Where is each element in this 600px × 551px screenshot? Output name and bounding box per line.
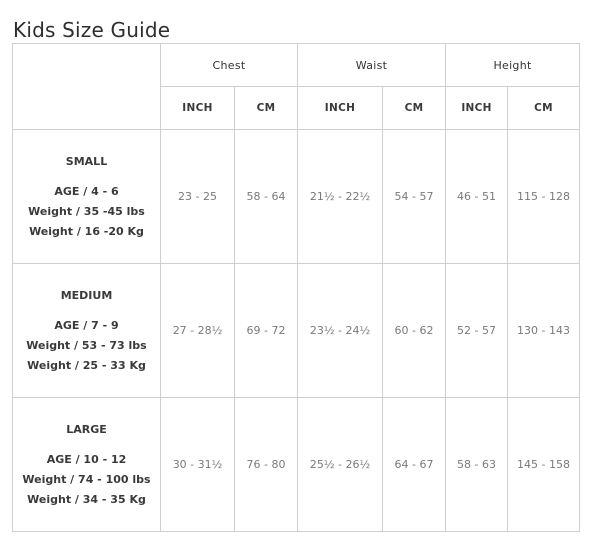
height-cm-value: 115 - 128 [508,130,580,264]
height-cm-header: CM [508,87,580,130]
waist-inch-header: INCH [298,87,383,130]
size-age: AGE / 7 - 9 [54,318,119,332]
size-header-empty [13,44,161,130]
size-name: LARGE [66,422,107,436]
size-weight-lbs: Weight / 74 - 100 lbs [22,472,151,486]
chest-inch-header: INCH [161,87,235,130]
waist-inch-value: 25½ - 26½ [298,398,383,532]
size-name: SMALL [65,154,108,168]
waist-cm-value: 64 - 67 [383,398,446,532]
size-guide-table [12,43,580,532]
waist-cm-value: 60 - 62 [383,264,446,398]
chest-inch-value: 30 - 31½ [161,398,235,532]
waist-header: Waist [298,44,446,87]
chest-inch-value: 27 - 28½ [161,264,235,398]
size-weight-kg: Weight / 34 - 35 Kg [27,492,146,506]
height-inch-value: 52 - 57 [446,264,508,398]
waist-cm-value: 54 - 57 [383,130,446,264]
height-header: Height [446,44,580,87]
table-row [13,264,580,398]
size-weight-kg: Weight / 16 -20 Kg [29,224,144,238]
chest-cm-header: CM [235,87,298,130]
size-weight-lbs: Weight / 35 -45 lbs [28,204,145,218]
page-title: Kids Size Guide [13,18,171,42]
chest-header: Chest [161,44,298,87]
table-row [13,130,580,264]
table-row [13,398,580,532]
size-name: MEDIUM [60,288,113,302]
size-weight-lbs: Weight / 53 - 73 lbs [26,338,147,352]
waist-inch-value: 23½ - 24½ [298,264,383,398]
height-inch-value: 46 - 51 [446,130,508,264]
size-cell-small [13,130,161,264]
size-cell-medium [13,264,161,398]
chest-cm-value: 76 - 80 [235,398,298,532]
size-cell-large [13,398,161,532]
chest-cm-value: 58 - 64 [235,130,298,264]
group-header-row [13,44,580,87]
size-age: AGE / 10 - 12 [46,452,127,466]
waist-cm-header: CM [383,87,446,130]
chest-cm-value: 69 - 72 [235,264,298,398]
height-cm-value: 145 - 158 [508,398,580,532]
size-age: AGE / 4 - 6 [54,184,119,198]
height-cm-value: 130 - 143 [508,264,580,398]
height-inch-header: INCH [446,87,508,130]
height-inch-value: 58 - 63 [446,398,508,532]
waist-inch-value: 21½ - 22½ [298,130,383,264]
chest-inch-value: 23 - 25 [161,130,235,264]
size-weight-kg: Weight / 25 - 33 Kg [27,358,146,372]
